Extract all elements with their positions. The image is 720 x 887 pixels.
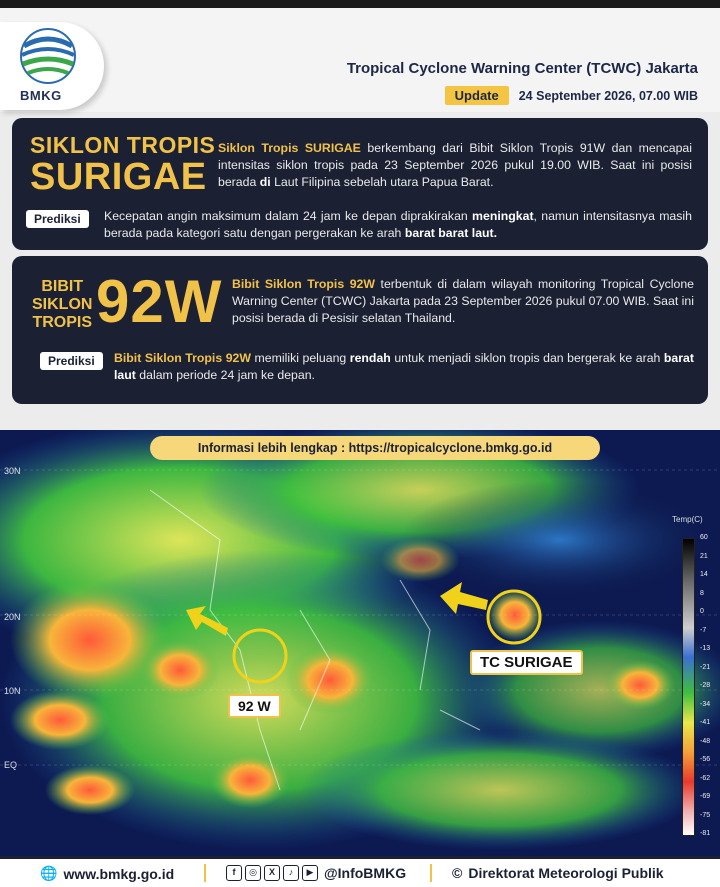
lat-30n: 30N <box>4 466 21 476</box>
copyright-icon: © <box>452 865 463 881</box>
top-bar <box>0 0 720 8</box>
tc-surigae-label: TC SURIGAE <box>470 650 583 675</box>
tiktok-icon[interactable]: ♪ <box>283 865 299 881</box>
92w-pred-text-2: untuk menjadi siklon tropis dan bergerak ke arah <box>390 351 664 365</box>
copyright-text: Direktorat Meteorologi Publik <box>468 865 664 881</box>
stack-line-2: SIKLON <box>32 296 93 313</box>
satellite-imagery <box>0 430 720 856</box>
temperature-gradient <box>683 539 694 835</box>
92w-label: 92 W <box>228 694 281 718</box>
pred-bold-1: meningkat <box>472 209 534 223</box>
satellite-map <box>0 430 720 856</box>
header <box>0 8 720 112</box>
stack-line-1: BIBIT <box>41 278 84 295</box>
facebook-icon[interactable]: f <box>226 865 242 881</box>
pred-bold-2: barat barat laut. <box>404 226 498 240</box>
temperature-scale <box>682 538 695 836</box>
92w-pred-text-1: memiliki peluang <box>251 351 350 365</box>
desc-text-2: Laut Filipina sebelah utara Papua Barat. <box>270 175 494 189</box>
info-link-banner[interactable]: Informasi lebih lengkap : https://tropicalcyclone.bmkg.go.id <box>150 436 600 460</box>
title-line-2: SURIGAE <box>30 156 207 198</box>
92w-description <box>232 276 694 327</box>
scale-tick-label: 14 <box>700 571 708 578</box>
scale-tick-label: 0 <box>700 608 704 615</box>
footer-separator <box>430 864 432 882</box>
scale-tick-label: -21 <box>700 663 711 671</box>
scale-tick-label: -56 <box>700 756 711 763</box>
lat-20n: 20N <box>4 612 21 622</box>
scale-tick-label: 60 <box>700 534 708 541</box>
scale-title: Temp(C) <box>672 515 703 524</box>
update-badge: Update <box>445 86 509 105</box>
92w-prediction <box>114 350 694 384</box>
scale-ticks <box>700 534 720 837</box>
92w-big-number: 92W <box>96 268 223 335</box>
social-handle[interactable]: @InfoBMKG <box>324 865 407 881</box>
desc-text-1: berkembang dari Bibit Siklon Tropis 91W dan mencapai intensitas siklon tropis pada 23 September 2026 pukul 19.00 WIB. Saat ini posisi berada <box>218 141 693 189</box>
footer <box>0 856 720 887</box>
social-item[interactable] <box>226 865 406 881</box>
surigae-highlight: Siklon Tropis SURIGAE <box>218 141 361 155</box>
scale-tick-label: -69 <box>700 793 711 800</box>
website-item[interactable] <box>40 865 174 882</box>
logo-text: BMKG <box>20 88 62 103</box>
scale-tick-label: 21 <box>700 552 708 560</box>
surigae-card <box>12 118 708 250</box>
bmkg-emblem-icon <box>18 28 78 86</box>
center-title: Tropical Cyclone Warning Center (TCWC) Jakarta <box>346 60 698 77</box>
92w-pred-bold-1: rendah <box>349 351 391 365</box>
92w-pred-text-3: dalam periode 24 jam ke depan. <box>135 368 315 382</box>
scale-tick-label: -28 <box>700 682 711 689</box>
bmkg-logo <box>0 22 104 110</box>
website-link[interactable]: www.bmkg.go.id <box>63 865 175 882</box>
92w-desc-text: terbentuk di dalam wilayah monitoring Tropical Cyclone Warning Center (TCWC) Jakarta pada 23 September 2026 pukul 07.00 WIB. Saat ini posisi berada di Pesisir selatan Thailand. <box>232 277 695 325</box>
surigae-prediction <box>104 208 692 242</box>
scale-tick-label: -48 <box>700 737 711 745</box>
stack-line-3: TROPIS <box>32 314 92 331</box>
scale-tick-label: -81 <box>700 830 711 837</box>
title-line-1: SIKLON TROPIS <box>30 132 216 158</box>
lat-10n: 10N <box>4 686 21 696</box>
social-icons <box>226 865 318 881</box>
pred-text-2: , namun intensitasnya masih berada pada kategori satu dengan pergerakan ke arah <box>104 209 692 240</box>
92w-card <box>12 256 708 404</box>
update-date: 24 September 2026, 07.00 WIB <box>518 88 698 103</box>
92w-highlight: Bibit Siklon Tropis 92W <box>232 277 376 291</box>
instagram-icon[interactable]: ◎ <box>245 865 261 881</box>
scale-tick-label: 8 <box>700 589 704 597</box>
pred-text-1: Kecepatan angin maksimum dalam 24 jam ke depan diprakirakan <box>104 209 473 223</box>
scale-tick-label: -13 <box>700 645 711 652</box>
x-icon[interactable]: X <box>264 865 280 881</box>
lat-eq: EQ <box>4 760 18 770</box>
prediksi-badge: Prediksi <box>40 352 103 370</box>
scale-tick-label: -62 <box>700 774 711 782</box>
surigae-title <box>30 134 215 196</box>
scale-tick-label: -7 <box>700 626 707 634</box>
scale-tick-label: -75 <box>700 811 711 819</box>
prediksi-badge: Prediksi <box>26 210 89 228</box>
bibit-stack <box>32 278 92 332</box>
update-row <box>445 86 698 105</box>
scale-tick-label: -34 <box>700 700 711 708</box>
copyright-item <box>452 865 664 881</box>
92w-pred-bold-2: barat laut <box>114 351 694 382</box>
globe-icon: 🌐 <box>40 865 58 881</box>
scale-tick-label: -41 <box>700 719 711 726</box>
youtube-icon[interactable]: ▶ <box>302 865 318 881</box>
surigae-description <box>218 140 692 191</box>
desc-bold-1: di <box>259 175 271 189</box>
footer-separator <box>204 864 206 882</box>
92w-pred-highlight: Bibit Siklon Tropis 92W <box>114 351 252 365</box>
